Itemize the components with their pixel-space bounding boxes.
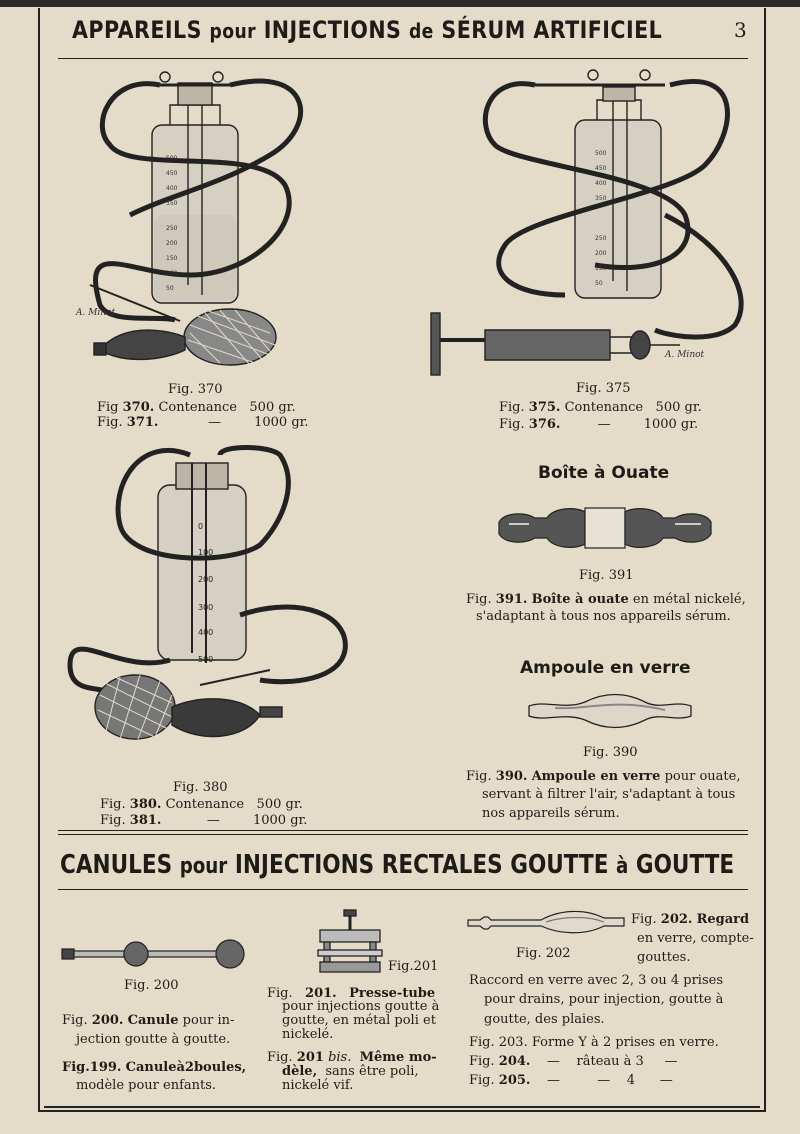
fig199-desc-line2: modèle pour enfants. <box>76 1078 217 1093</box>
bottom-rule <box>44 1106 760 1108</box>
fig201-desc-line3: goutte, en métal poli et <box>282 1013 436 1028</box>
svg-text:250: 250 <box>166 225 178 232</box>
fig201bis-desc-line2: dèle, sans être poli, <box>282 1064 419 1079</box>
svg-text:100: 100 <box>198 548 214 557</box>
fig201bis-desc-line1: Fig. 201 bis. Même mo- <box>267 1050 437 1065</box>
fig380-illustration <box>60 445 360 775</box>
page-number: 3 <box>734 18 747 42</box>
svg-text:350: 350 <box>166 200 178 207</box>
svg-text:200: 200 <box>198 575 214 584</box>
fig380-caption-line1: Fig. 380. Contenance 500 gr. <box>100 797 303 812</box>
svg-text:50: 50 <box>166 285 174 292</box>
fig202-illustration <box>464 904 629 946</box>
svg-text:350: 350 <box>595 195 607 202</box>
fig391-desc-line1: Fig. 391. Boîte à ouate en métal nickelé, <box>466 592 746 607</box>
fig200-desc-line1: Fig. 200. Canule pour in- <box>62 1013 235 1028</box>
svg-text:500: 500 <box>166 155 178 162</box>
fig202-desc-line2: en verre, compte- <box>637 931 754 946</box>
fig390-desc-line3: nos appareils sérum. <box>482 806 620 821</box>
fig202-desc-line3: gouttes. <box>637 950 691 965</box>
raccord-line3: goutte, des plaies. <box>484 1012 605 1027</box>
title-rule <box>58 58 748 59</box>
svg-text:400: 400 <box>198 628 214 637</box>
svg-text:100: 100 <box>166 270 178 277</box>
svg-text:300: 300 <box>198 603 214 612</box>
fig391-label: Fig. 391 <box>579 568 634 583</box>
section-rule-bottom <box>58 889 748 890</box>
section-rule-top2 <box>58 834 748 835</box>
fig380-caption-line2: Fig. 381. — 1000 gr. <box>100 813 308 828</box>
svg-text:200: 200 <box>166 240 178 247</box>
fig201-label: Fig.201 <box>388 959 439 974</box>
raccord-line2: pour drains, pour injection, goutte à <box>484 992 724 1007</box>
svg-text:150: 150 <box>166 255 178 262</box>
svg-text:500: 500 <box>198 655 214 664</box>
boite-heading: Boîte à Ouate <box>538 463 670 483</box>
fig200-desc-line2: jection goutte à goutte. <box>76 1032 231 1047</box>
fig201-desc-line1: Fig. 201. Presse-tube <box>267 986 436 1001</box>
svg-text:200: 200 <box>595 250 607 257</box>
section-title: CANULES pour INJECTIONS RECTALES GOUTTE à GOUTTE <box>60 850 735 880</box>
fig202-desc-line1: Fig. 202. Regard <box>631 912 750 927</box>
svg-text:0: 0 <box>198 522 204 531</box>
fig375-caption-line1: Fig. 375. Contenance 500 gr. <box>499 400 702 415</box>
fig201bis-desc-line3: nickelé vif. <box>282 1078 354 1093</box>
fig205-line: Fig. 205. — — 4 — <box>469 1073 673 1088</box>
fig375-illustration <box>425 65 755 380</box>
fig200-illustration <box>60 938 250 970</box>
fig390-desc-line1: Fig. 390. Ampoule en verre pour ouate, <box>466 769 741 784</box>
fig375-label: Fig. 375 <box>576 381 631 396</box>
fig391-desc-line2: s'adaptant à tous nos appareils sérum. <box>476 609 731 624</box>
page-title: APPAREILS pour INJECTIONS de SÉRUM ARTIFICIEL <box>72 16 663 44</box>
svg-text:250: 250 <box>595 235 607 242</box>
svg-text:400: 400 <box>595 180 607 187</box>
fig375-signature: A. Minot <box>665 350 705 360</box>
fig370-caption-line1: Fig 370. Contenance 500 gr. <box>97 400 296 415</box>
fig390-illustration <box>525 690 695 730</box>
fig200-label: Fig. 200 <box>124 978 179 993</box>
fig380-label: Fig. 380 <box>173 780 228 795</box>
svg-text:450: 450 <box>595 165 607 172</box>
section-rule-top <box>58 830 748 831</box>
fig370-signature: A. Minot <box>76 308 116 318</box>
fig201-desc-line2: pour injections goutte à <box>282 999 440 1014</box>
svg-text:400: 400 <box>166 185 178 192</box>
fig202-label: Fig. 202 <box>516 946 571 961</box>
fig201-desc-line4: nickelé. <box>282 1027 334 1042</box>
svg-text:150: 150 <box>595 265 607 272</box>
fig203-line: Fig. 203. Forme Y à 2 prises en verre. <box>469 1035 719 1050</box>
raccord-line1: Raccord en verre avec 2, 3 ou 4 prises <box>469 973 723 988</box>
svg-text:500: 500 <box>595 150 607 157</box>
ampoule-heading: Ampoule en verre <box>520 658 691 678</box>
svg-text:450: 450 <box>166 170 178 177</box>
fig370-illustration <box>70 65 330 385</box>
fig201-illustration <box>314 908 386 978</box>
fig370-label: Fig. 370 <box>168 382 223 397</box>
fig199-desc-line1: Fig.199. Canuleà2boules, <box>62 1060 247 1075</box>
svg-text:50: 50 <box>595 280 603 287</box>
fig204-line: Fig. 204. — râteau à 3 — <box>469 1054 678 1069</box>
fig390-desc-line2: servant à filtrer l'air, s'adaptant à tous <box>482 787 736 802</box>
top-edge-band <box>0 0 800 7</box>
fig390-label: Fig. 390 <box>583 745 638 760</box>
fig391-illustration <box>495 498 715 558</box>
fig375-caption-line2: Fig. 376. — 1000 gr. <box>499 417 699 432</box>
fig370-caption-line2: Fig. 371. — 1000 gr. <box>97 415 309 430</box>
